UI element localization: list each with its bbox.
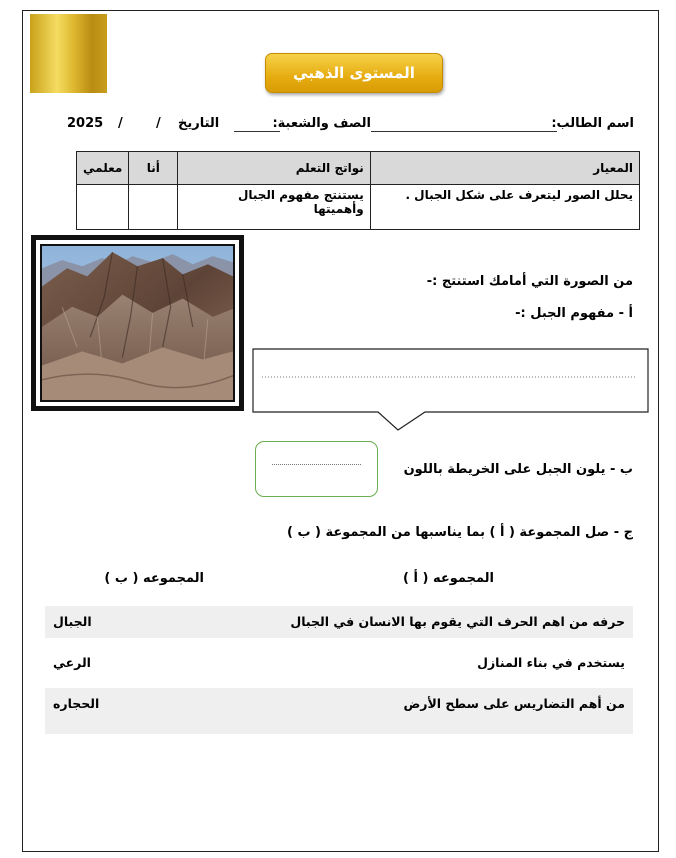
match-a-1: حرفه من اهم الحرف التي يقوم بها الانسان في الجبال <box>290 614 625 629</box>
me-cell[interactable] <box>129 185 178 230</box>
match-row-1[interactable] <box>45 606 633 638</box>
group-b-label: المجموعه ( ب ) <box>104 571 204 586</box>
teacher-header: معلمي <box>77 152 129 185</box>
match-b-2: الرعي <box>53 655 91 670</box>
date-label: التاريخ <box>178 116 220 131</box>
match-b-1: الجبال <box>53 614 92 629</box>
criterion-header: المعيار <box>370 152 639 185</box>
question-part-c: ج - صل المجموعة ( أ ) بما يناسبها من المجموعة ( ب ) <box>286 525 633 540</box>
mountain-photo-frame <box>31 235 244 411</box>
level-title: المستوى الذهبي <box>293 64 415 82</box>
criterion-cell: يحلل الصور ليتعرف على شكل الجبال . <box>370 185 639 230</box>
question-part-a: أ - مفهوم الجبل :- <box>515 306 633 321</box>
student-name-label: اسم الطالب: <box>551 116 634 131</box>
color-answer-box[interactable] <box>255 441 378 497</box>
me-header: أنا <box>129 152 178 185</box>
group-a-label: المجموعه ( أ ) <box>403 571 494 586</box>
outcomes-cell: يستنتج مفهوم الجبال وأهميتها <box>178 185 371 230</box>
question-intro: من الصورة التي أمامك استنتج :- <box>426 274 633 289</box>
student-name-blank[interactable] <box>371 131 557 132</box>
match-b-3: الحجاره <box>53 696 100 711</box>
concept-answer-box[interactable] <box>250 348 650 432</box>
match-row-2[interactable] <box>45 647 633 679</box>
question-part-b: ب - يلون الجبل على الخريطة باللون <box>403 462 633 477</box>
mountain-photo <box>40 244 235 402</box>
level-title-badge <box>265 53 443 93</box>
gold-decoration <box>30 14 107 93</box>
criteria-table <box>76 151 640 230</box>
date-year: 2025 <box>67 116 104 131</box>
class-label: الصف والشعبة: <box>272 116 371 131</box>
match-a-3: من أهم التضاريس على سطح الأرض <box>403 696 625 711</box>
match-row-3[interactable] <box>45 688 633 734</box>
teacher-cell[interactable] <box>77 185 129 230</box>
class-blank[interactable] <box>234 131 280 132</box>
color-answer-line <box>272 464 361 465</box>
criteria-header-row <box>77 152 640 185</box>
match-a-2: يستخدم في بناء المنازل <box>477 655 625 670</box>
outcomes-header: نواتج التعلم <box>178 152 371 185</box>
date-slash-2: / <box>118 116 123 131</box>
criteria-row <box>77 185 640 230</box>
date-slash-1: / <box>156 116 161 131</box>
